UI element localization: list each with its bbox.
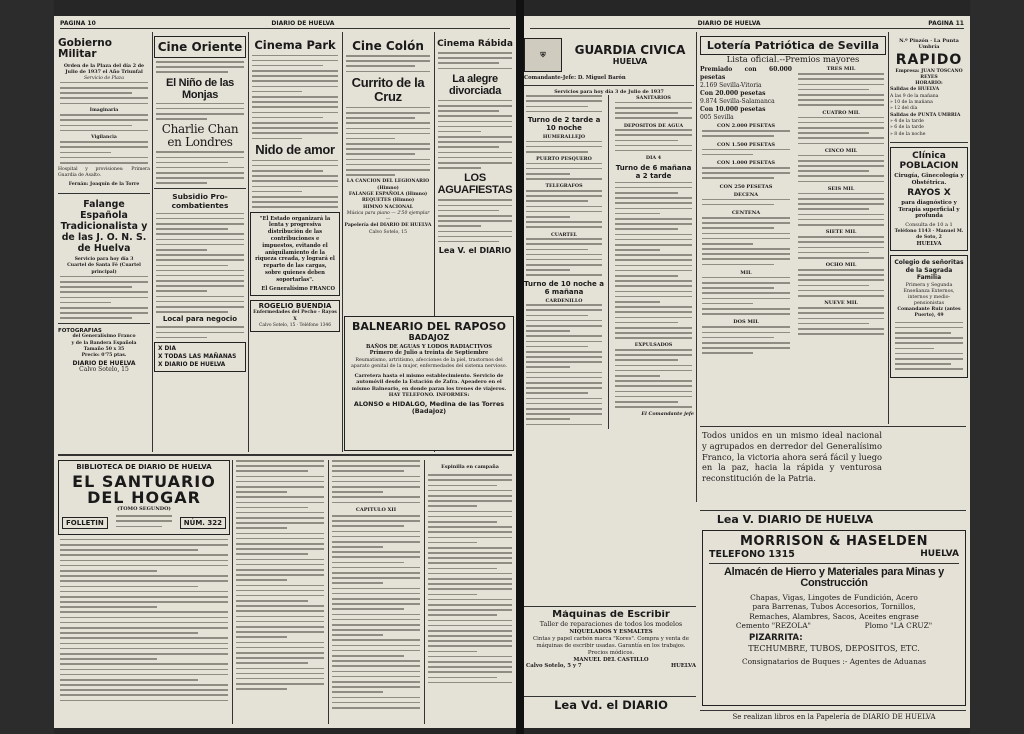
cine-oriente-film: El Niño de las Monjas <box>166 76 234 101</box>
franco-quote-box <box>250 212 340 297</box>
himno-3: HIMNO NACIONAL <box>363 204 413 210</box>
loteria-dos-mil: DOS MIL <box>733 319 759 326</box>
fotografias-line-4: Precio: 0'75 ptas. <box>81 353 127 359</box>
franco-quote-sign: El Generalísimo FRANCO <box>261 285 335 292</box>
loteria-column <box>700 32 886 424</box>
spine <box>516 0 524 734</box>
loteria-premio-10000: Con 10.000 pesetas <box>700 106 766 114</box>
guardia-section-pesquero: PUERTO PESQUERO <box>536 156 592 163</box>
right-page-header <box>530 18 964 29</box>
loteria-tres-mil: TRES MIL <box>826 66 856 73</box>
guardia-title: GUARDIA CIVICA <box>574 43 686 57</box>
cine-colon-film: Currito de la Cruz <box>351 74 425 104</box>
clinica-rayos-sub: para diagnóstico y Terapia superficial y profunda <box>898 199 960 220</box>
lea-diario-left: Lea V. el DIARIO <box>438 246 512 256</box>
balneario-ad <box>344 316 514 451</box>
rapido-hora-3: » 12 del día <box>890 106 918 112</box>
gobierno-line-1: Imaginaria <box>89 107 119 113</box>
rogelio-sub: Enfermedades del Pecho - Rayos X <box>253 310 337 322</box>
rogelio-title: ROGELIO BUENDIA <box>258 302 332 311</box>
loteria-numero-1: 2.169 Sevilla-Vitoria <box>700 82 762 90</box>
folletin-text-col-4 <box>426 460 514 724</box>
todos-unidos <box>702 430 882 510</box>
rapido-hora-1: A las 9 de la mañana <box>890 93 939 99</box>
folletin-text-col-2 <box>234 460 326 724</box>
folletin-label: FOLLETIN <box>62 517 108 529</box>
left-page-header <box>60 18 510 29</box>
rapido-column <box>890 32 968 424</box>
todos-unidos-text: Todos unidos en un mismo ideal nacional y agrupados en derredor del Generalísimo Franco, la victoria ahora será fácil y luego en la paz, hacia la rápida y venturosa reconstitución de la Patria. <box>702 430 882 484</box>
loteria-siete-mil: SIETE MIL <box>825 229 857 236</box>
folletin-title-2: DEL HOGAR <box>87 488 201 507</box>
guardia-servicio: Servicios para hoy día 3 de Julio de 1937 <box>554 88 664 95</box>
franco-quote-text: "El Estado organizará la lenta y progresiva distribución de las contribuciones e impuestos, evitando el aniquilamiento de la riqueza creada, y logrará el reparto de las cargas, sobre quienes deben soportarlas". <box>255 215 335 283</box>
himno-addr: Calvo Sotelo, 15 <box>368 229 408 235</box>
folletin-num: NÚM. 322 <box>180 517 226 529</box>
clinica-addr: Teléfono 1143 · Manuel M. de Soto, 2 <box>894 228 964 240</box>
clinica-rayos: RAYOS X <box>907 187 951 198</box>
rapido-hora-5: » 6 de la tarde <box>890 125 924 131</box>
morrison-line-3: Remaches, Alambres, Sacos, Aceites engrase <box>749 611 919 621</box>
folletin-biblioteca: BIBLIOTECA DE DIARIO DE HUELVA <box>76 463 212 471</box>
guardia-jefe: Comandante-Jefe: D. Miguel Barón <box>524 75 626 81</box>
clinica-consulta: Consulta de 10 a 1 <box>905 222 953 229</box>
cinema-rabida-title: Cinema Rábida <box>437 39 513 49</box>
morrison-tel: TELEFONO 1315 <box>709 549 795 560</box>
cinema-rabida-film2: LOS AGUAFIESTAS <box>437 172 513 197</box>
page-number-right: PAGINA 11 <box>928 19 964 27</box>
morrison-consignatarios: Consignatarios de Buques :- Agentes de Aduanas <box>741 657 927 667</box>
binding-edge-left <box>0 0 54 734</box>
folletin-tomo: (TOMO SEGUNDO) <box>117 506 171 512</box>
himno-papeleria: Papelería del DIARIO DE HUELVA <box>344 223 432 229</box>
rapido-title: RAPIDO <box>895 51 963 68</box>
loteria-nueve-mil: NUEVE MIL <box>824 300 858 307</box>
gobierno-column <box>58 32 150 452</box>
himno-1: FALANGE ESPAÑOLA (Himno) <box>348 191 428 197</box>
guardia-section-sanitarios: SANITARIOS <box>636 95 671 102</box>
loteria-sub: Lista oficial.--Premios mayores <box>726 55 860 65</box>
loteria-numero-3: 005 Sevilla <box>700 114 734 122</box>
cinema-park-film: Nido de amor <box>255 141 335 157</box>
guardia-turno-2: Turno de 6 mañana a 2 tarde <box>615 163 692 180</box>
loteria-premio-1000: CON 1.000 PESETAS <box>717 160 775 167</box>
gobierno-signature: Fernán: Joaquín de la Torre <box>68 181 140 187</box>
gobierno-intro: Orden de la Plaza del día 2 de Julio de 1937 el Año Triunfal <box>63 63 145 76</box>
balneario-body: Reumatismo, artritismo, afecciones de la piel, trastornos del aparato genital de la mujer, enfermedades del sistema nervioso. <box>350 358 508 370</box>
clinica-city: HUELVA <box>916 241 942 248</box>
loteria-premio-60000: Premiado con 60.000 pesetas <box>700 66 792 82</box>
folletin-title-1: EL SANTUARIO <box>72 472 216 491</box>
left-page <box>54 16 516 728</box>
guardia-section-cardenillo: CARDENILLO <box>545 297 583 304</box>
fotografias-addr: Calvo Sotelo, 15 <box>79 366 129 374</box>
loteria-title-box <box>700 36 886 55</box>
balneario-informes: Carretera hasta el mismo establecimiento. Servicio de automóvil desde la Estación de Zafra. Apeadero en el mismo Balneario, en donde paran los trenes de viajeros. HAY TELEFONO. INFORMES: <box>351 372 507 399</box>
cinema-rabida-film: La alegre divorciada <box>448 72 502 97</box>
folletin-text-col-3 <box>330 460 422 724</box>
morrison-line-1: Chapas, Vigas, Lingotes de Fundición, Acero <box>750 592 918 602</box>
loteria-premio-250: CON 250 PESETAS <box>719 183 773 190</box>
guardia-expulsados: EXPULSADOS <box>634 342 673 349</box>
morrison-ad <box>702 530 966 706</box>
rapido-salidas-huelva: Salidas de HUELVA <box>890 87 940 93</box>
maquinas-ad <box>526 610 696 694</box>
cine-oriente-column <box>154 32 246 452</box>
balneario-sub: BAÑOS DE AGUAS Y LODOS RADIACTIVOS <box>365 344 493 350</box>
cinema-park-column <box>250 32 340 452</box>
cruces-1: X DIA <box>158 345 176 352</box>
gobierno-line-2: Vigilancia <box>91 134 117 140</box>
cruces-3: X DIARIO DE HUELVA <box>158 361 226 368</box>
morrison-city: HUELVA <box>920 549 959 560</box>
folletin-espinilla: Espinilla en campaña <box>441 464 499 470</box>
loteria-centena: CENTENA <box>731 209 761 216</box>
guardia-section-cuartel: CUARTEL <box>550 231 578 238</box>
folletin-header <box>58 460 230 535</box>
guardia-section-telegrafos: TELEGRAFOS <box>545 183 583 190</box>
masthead-left: DIARIO DE HUELVA <box>271 19 335 27</box>
colegio-title: Colegio de señoritas de la Sagrada Familia <box>894 259 964 281</box>
colegio-addr: Comandante Ruiz (antes Puerto), 49 <box>897 307 961 319</box>
guardia-dia-4: DIA 4 <box>645 155 662 162</box>
cruces-box <box>154 342 246 372</box>
guardia-section-depositos: DEPOSITOS DE AGUA <box>623 122 684 129</box>
loteria-decena: DECENA <box>733 191 759 198</box>
guardia-emblem-icon: ⛨ <box>524 38 562 72</box>
falange-sub2: Cuartel de Santa Fé (Cuartel principal) <box>67 263 141 275</box>
loteria-cuatro-mil: CUATRO MIL <box>822 109 860 116</box>
gobierno-line-3: Hospital y provisiones: Primera Guardia de Asalto. <box>58 167 150 179</box>
balneario-season: Primero de Julio a treinta de Septiembre <box>369 350 489 356</box>
cancion-legionario: LA CANCION DEL LEGIONARIO (Himno) <box>346 179 430 191</box>
loteria-mil: MIL <box>740 269 752 276</box>
gobierno-sub: Servicio de Plaza <box>84 75 124 81</box>
maquinas-city: HUELVA <box>671 662 696 669</box>
morrison-tubos: TECHUMBRE, TUBOS, DEPOSITOS, ETC. <box>748 644 920 654</box>
colegio-ad <box>890 255 968 377</box>
folletin-capitulo: CAPITULO XII <box>355 506 397 513</box>
loteria-premio-2000: CON 2.000 PESETAS <box>717 123 775 130</box>
fotografias-place: DIARIO DE HUELVA <box>72 360 136 368</box>
loteria-premio-1500: CON 1.500 PESETAS <box>717 141 775 148</box>
subsidio-tail: Local para negocio <box>162 315 238 324</box>
cine-colon-title: Cine Colón <box>352 39 424 53</box>
folletin-column <box>58 460 230 724</box>
cine-oriente-box <box>154 36 246 58</box>
cine-oriente-title: Cine Oriente <box>157 40 243 54</box>
falange-sub: Servicio para hoy día 3 <box>74 257 134 262</box>
maquinas-sub: Taller de reparaciones de todos los modelos <box>539 620 683 628</box>
morrison-title: MORRISON & HASELDEN <box>739 534 929 549</box>
rapido-horario: HORARIO: <box>915 81 943 87</box>
morrison-plomo: Plomo "LA CRUZ" <box>864 621 933 631</box>
rogelio-ad <box>250 300 340 332</box>
rapido-empresa: Empresa: JUAN TOSCANO REYES <box>895 68 963 80</box>
colegio-sub: Primera y Segunda Enseñanza Externos, internos y medio-pensionistas <box>903 283 955 307</box>
fotografias-line-1: del Generalísimo Franco <box>72 334 136 340</box>
loteria-seis-mil: SEIS MIL <box>827 185 855 192</box>
loteria-ocho-mil: OCHO MIL <box>825 262 857 269</box>
balneario-footer: ALONSO e HIDALGO, Medina de las Torres (Badajoz) <box>353 400 505 415</box>
morrison-pizarrita: PIZARRITA: <box>749 632 803 643</box>
maquinas-title: Máquinas de Escribir <box>552 610 670 620</box>
morrison-cemento: Cemento "REZOLA" <box>735 621 811 631</box>
rapido-hora-2: » 10 de la mañana <box>890 100 933 106</box>
rogelio-addr: Calvo Sotelo, 15 · Teléfono 1346 <box>258 322 332 328</box>
loteria-cinco-mil: CINCO MIL <box>824 147 858 154</box>
guardia-city: HUELVA <box>612 57 648 66</box>
fotografias-line-3: Tamaño 50 x 35 <box>83 346 125 352</box>
loteria-title: Lotería Patriótica de Sevilla <box>706 39 880 52</box>
footer-libros: Se realizan libros en la Papelería de DIARIO DE HUELVA <box>732 713 936 721</box>
morrison-almacen: Almacén de Hierro y Materiales para Minas y Construcción <box>723 565 945 589</box>
cinema-park-title: Cinema Park <box>254 38 336 52</box>
cine-oriente-film2: Charlie Chan en Londres <box>161 122 239 150</box>
lea-diario-right: Lea V. DIARIO DE HUELVA <box>716 513 874 526</box>
rapido-hora-6: » 8 de la noche <box>890 131 926 137</box>
guardia-turno-3: Turno de 10 noche a 6 mañana <box>524 279 604 296</box>
balneario-city: BADAJOZ <box>408 333 450 342</box>
guardia-firma: El Comandante jefe <box>641 411 694 418</box>
rapido-salidas-punta: Salidas de PUNTA UMBRIA <box>890 112 961 118</box>
rapido-hora-4: » 4 de la tarde <box>890 118 924 124</box>
page-number-left: PAGINA 10 <box>60 19 96 27</box>
cruces-2: X TODAS LAS MAÑANAS <box>158 353 237 360</box>
guardia-civica-column <box>524 32 694 604</box>
guardia-turno-1: Turno de 2 tarde a 10 noche <box>527 115 601 132</box>
morrison-line-2: para Barrenas, Tubos Accesorios, Tornillos, <box>752 602 916 612</box>
masthead-right: DIARIO DE HUELVA <box>697 19 761 27</box>
lea-vd-diario: Lea Vd. el DIARIO <box>554 698 668 712</box>
maquinas-body: Cintas y papel carbón marca "Kores". Compra y venta de máquinas de escribir usadas. Garantía en los trabajos. Precios módicos. <box>533 635 689 656</box>
falange-title: Falange Española Tradicionalista y de las J. O. N. S. de Huelva <box>60 199 148 254</box>
subsidio-title: Subsidio Pro-combatientes <box>171 191 229 210</box>
clinica-title: Clínica POBLACION <box>899 150 959 171</box>
rapido-sub: N.º Pinzón · La Punta Umbría <box>899 38 959 51</box>
maquinas-addr: Calvo Sotelo, 5 y 7 <box>526 662 582 669</box>
himno-2: REQUETES (Himno) <box>361 198 415 204</box>
binding-edge-right <box>970 0 1024 734</box>
loteria-numero-2: 9.874 Sevilla-Salamanca <box>700 98 775 106</box>
right-page <box>524 16 970 728</box>
clinica-sub: Cirugía, Ginecología y Obstétrica. <box>894 172 964 186</box>
gobierno-title: Gobierno Militar <box>58 37 112 60</box>
fotografias-line-2: y de la Bandera Española <box>71 340 137 346</box>
maquinas-owner: MANUEL DEL CASTILLO <box>573 656 649 663</box>
clinica-ad <box>890 147 968 252</box>
himno-precio: Música para piano — 2'50 ejemplar — <box>346 210 430 223</box>
loteria-premio-20000: Con 20.000 pesetas <box>700 90 766 98</box>
guardia-section-humerallejo: HUMERALLEJO <box>542 133 586 140</box>
maquinas-sub2: NIQUELADOS Y ESMALTES <box>569 629 653 636</box>
balneario-title: BALNEARIO DEL RAPOSO <box>351 320 507 333</box>
fotografias-title: FOTOGRAFIAS <box>58 327 102 334</box>
